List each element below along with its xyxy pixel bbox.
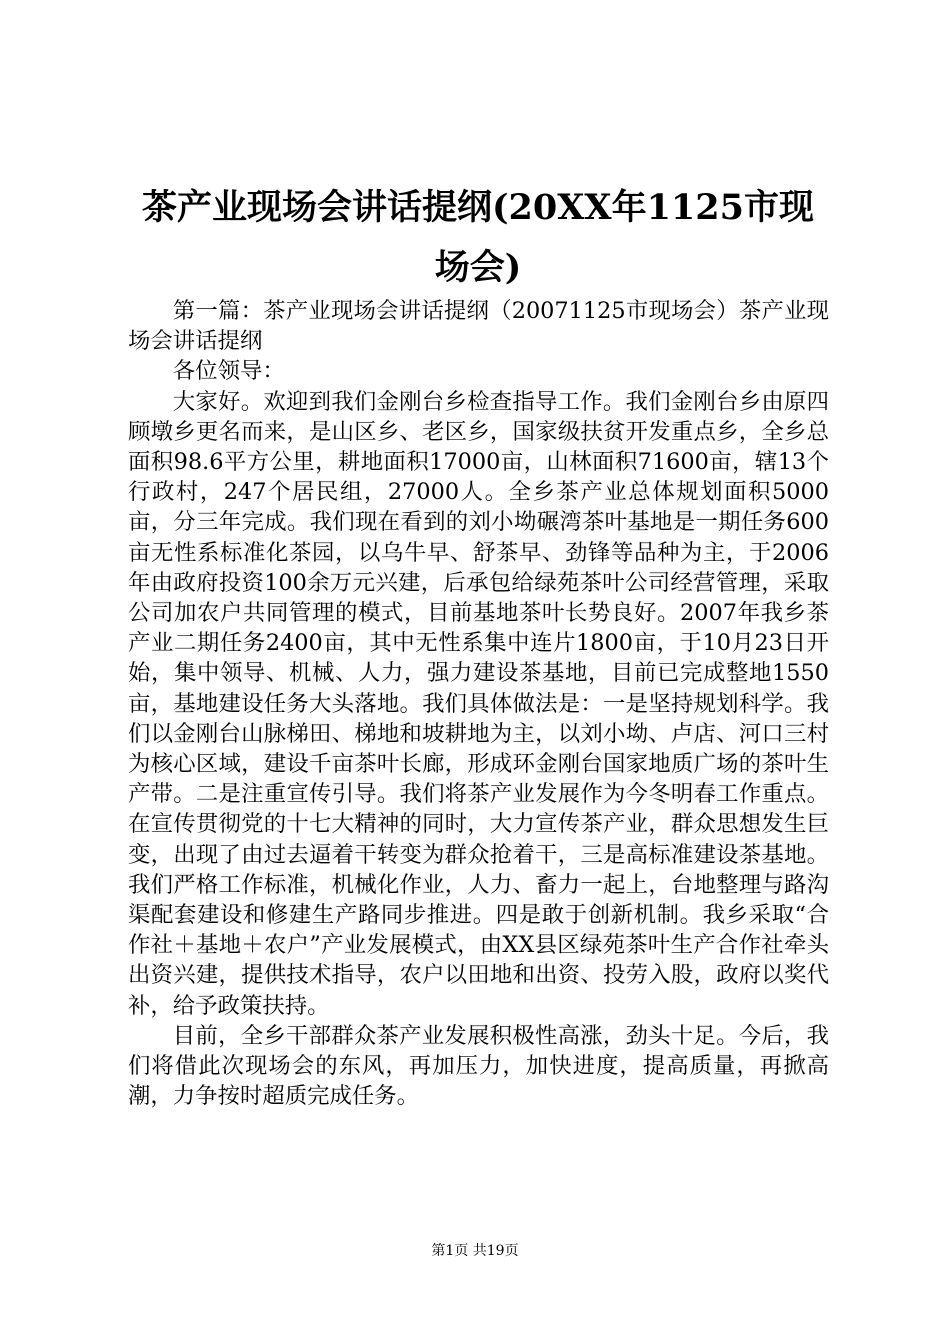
document-body	[128, 296, 829, 1111]
paragraph-main: 大家好。欢迎到我们金刚台乡检查指导工作。我们金刚台乡由原四顾墩乡更名而来，是山区乡、老区乡，国家级扶贫开发重点乡，全乡总面积98.6平方公里，耕地面积17000亩，山林面积71600亩，辖13个行政村，247个居民组，27000人。全乡茶产业总体规划面积5000亩，分三年完成。我们现在看到的刘小坳碾湾茶叶基地是一期任务600亩无性系标准化茶园，以乌牛早、舒茶早、劲锋等品种为主，于2006年由政府投资100余万元兴建，后承包给绿苑茶叶公司经营管理，采取公司加农户共同管理的模式，目前基地茶叶长势良好。2007年我乡茶产业二期任务2400亩，其中无性系集中连片1800亩，于10月23日开始，集中领导、机械、人力，强力建设茶基地，目前已完成整地1550亩，基地建设任务大头落地。我们具体做法是：一是坚持规划科学。我们以金刚台山脉梯田、梯地和坡耕地为主，以刘小坳、卢店、河口三村为核心区域，建设千亩茶叶长廊，形成环金刚台国家地质广场的茶叶生产带。二是注重宣传引导。我们将茶产业发展作为今冬明春工作重点。在宣传贯彻党的十七大精神的同时，大力宣传茶产业，群众思想发生巨变，出现了由过去逼着干转变为群众抢着干，三是高标准建设茶基地。我们严格工作标准，机械化作业，人力、畜力一起上，台地整理与路沟渠配套建设和修建生产路同步推进。四是敢于创新机制。我乡采取“合作社＋基地＋农户”产业发展模式，由XX县区绿苑茶叶生产合作社牵头出资兴建，提供技术指导，农户以田地和出资、投劳入股，政府以奖代补，给予政策扶持。	[128, 388, 829, 1019]
page-number-footer: 第1页 共19页	[431, 1243, 519, 1259]
paragraph-heading: 第一篇：茶产业现场会讲话提纲（20071125市现场会）茶产业现场会讲话提纲	[128, 298, 829, 355]
paragraph-salutation: 各位领导：	[172, 358, 285, 385]
paragraph-closing: 目前，全乡干部群众茶产业发展积极性高涨，劲头十足。今后，我们将借此次现场会的东风，再加压力，加快进度，提高质量，再掀高潮，力争按时超质完成任务。	[128, 1022, 829, 1110]
document-title: 茶产业现场会讲话提纲(20XX年1125市现场会)	[142, 187, 814, 288]
